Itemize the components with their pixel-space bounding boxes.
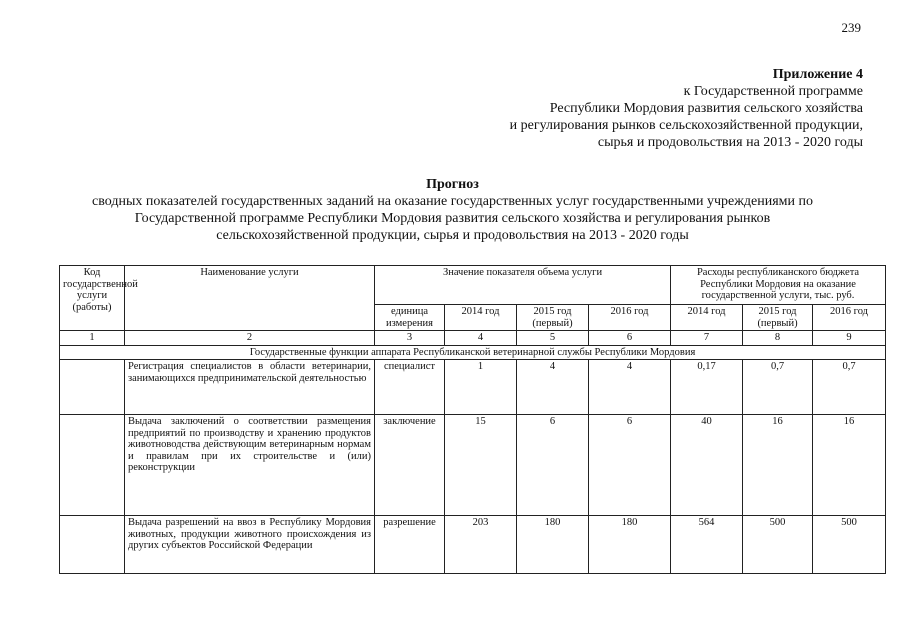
forecast-table xyxy=(59,265,886,574)
appendix-title: Приложение 4 xyxy=(772,67,863,82)
header-row xyxy=(60,266,886,305)
appendix-line: Республики Мордовия развития сельского хозяйства xyxy=(549,101,863,116)
header-volume-group: Значение показателя объема услуги xyxy=(375,266,671,305)
header-service-name: Наименование услуги xyxy=(125,266,375,331)
cell-bud-2015: 500 xyxy=(743,516,813,574)
header-budget-group: Расходы республиканского бюджета Республики Мордовия на оказание государственной услуги, тыс. руб. xyxy=(671,266,886,305)
column-number: 7 xyxy=(671,331,743,346)
column-number: 8 xyxy=(743,331,813,346)
section-row xyxy=(60,345,886,360)
cell-vol-2015: 6 xyxy=(517,415,589,516)
cell-vol-2014: 203 xyxy=(445,516,517,574)
table-row xyxy=(60,360,886,415)
column-number-row xyxy=(60,331,886,346)
cell-vol-2016: 4 xyxy=(589,360,671,415)
cell-bud-2014: 40 xyxy=(671,415,743,516)
column-number: 9 xyxy=(813,331,886,346)
cell-unit: разрешение xyxy=(375,516,445,574)
table-row xyxy=(60,516,886,574)
cell-unit: заключение xyxy=(375,415,445,516)
document-title: Прогноз xyxy=(426,177,479,192)
cell-bud-2014: 0,17 xyxy=(671,360,743,415)
document-subtitle-line: Государственной программе Республики Мордовия развития сельского хозяйства и регулирования рынков xyxy=(134,211,771,226)
header-bud-2015: 2015 год (первый) xyxy=(743,305,813,331)
cell-service-name: Выдача заключений о соответствии размещения предприятий по производству и хранению продуктов животноводства действующим ветеринарным нормам и правилам при их строительстве и (или) реконструкции xyxy=(125,415,375,516)
column-number: 5 xyxy=(517,331,589,346)
appendix-line: к Государственной программе xyxy=(683,84,863,99)
cell-vol-2014: 1 xyxy=(445,360,517,415)
appendix-line: и регулирования рынков сельскохозяйственной продукции, xyxy=(509,118,863,133)
table-row xyxy=(60,415,886,516)
appendix-line: сырья и продовольствия на 2013 - 2020 годы xyxy=(597,135,863,150)
page-number: 239 xyxy=(841,20,861,35)
column-number: 6 xyxy=(589,331,671,346)
section-title: Государственные функции аппарата Республиканской ветеринарной службы Республики Мордовия xyxy=(60,345,886,360)
header-unit: единица измерения xyxy=(375,305,445,331)
column-number: 2 xyxy=(125,331,375,346)
cell-bud-2014: 564 xyxy=(671,516,743,574)
cell-vol-2016: 6 xyxy=(589,415,671,516)
cell-bud-2015: 0,7 xyxy=(743,360,813,415)
column-number: 3 xyxy=(375,331,445,346)
header-vol-2014: 2014 год xyxy=(445,305,517,331)
cell-service-name: Выдача разрешений на ввоз в Республику Мордовия животных, продукции животного происхождения из других субъектов Российской Федерации xyxy=(125,516,375,574)
cell-vol-2015: 4 xyxy=(517,360,589,415)
document-subtitle-line: сельскохозяйственной продукции, сырья и продовольствия на 2013 - 2020 годы xyxy=(216,228,689,243)
cell-code xyxy=(60,415,125,516)
column-number: 4 xyxy=(445,331,517,346)
cell-bud-2015: 16 xyxy=(743,415,813,516)
cell-vol-2015: 180 xyxy=(517,516,589,574)
appendix-block xyxy=(510,66,863,151)
cell-code xyxy=(60,360,125,415)
cell-vol-2014: 15 xyxy=(445,415,517,516)
cell-vol-2016: 180 xyxy=(589,516,671,574)
header-bud-2014: 2014 год xyxy=(671,305,743,331)
cell-bud-2016: 16 xyxy=(813,415,886,516)
cell-code xyxy=(60,516,125,574)
document-subtitle-line: сводных показателей государственных заданий на оказание государственных услуг государственными учреждениями по xyxy=(92,194,813,209)
column-number: 1 xyxy=(60,331,125,346)
header-vol-2015: 2015 год (первый) xyxy=(517,305,589,331)
document-heading xyxy=(40,176,865,244)
header-vol-2016: 2016 год xyxy=(589,305,671,331)
cell-service-name: Регистрация специалистов в области ветеринарии, занимающихся предпринимательской деятельностью xyxy=(125,360,375,415)
cell-bud-2016: 500 xyxy=(813,516,886,574)
cell-unit: специалист xyxy=(375,360,445,415)
cell-bud-2016: 0,7 xyxy=(813,360,886,415)
header-bud-2016: 2016 год xyxy=(813,305,886,331)
header-code: Код государственной услуги (работы) xyxy=(60,266,125,331)
